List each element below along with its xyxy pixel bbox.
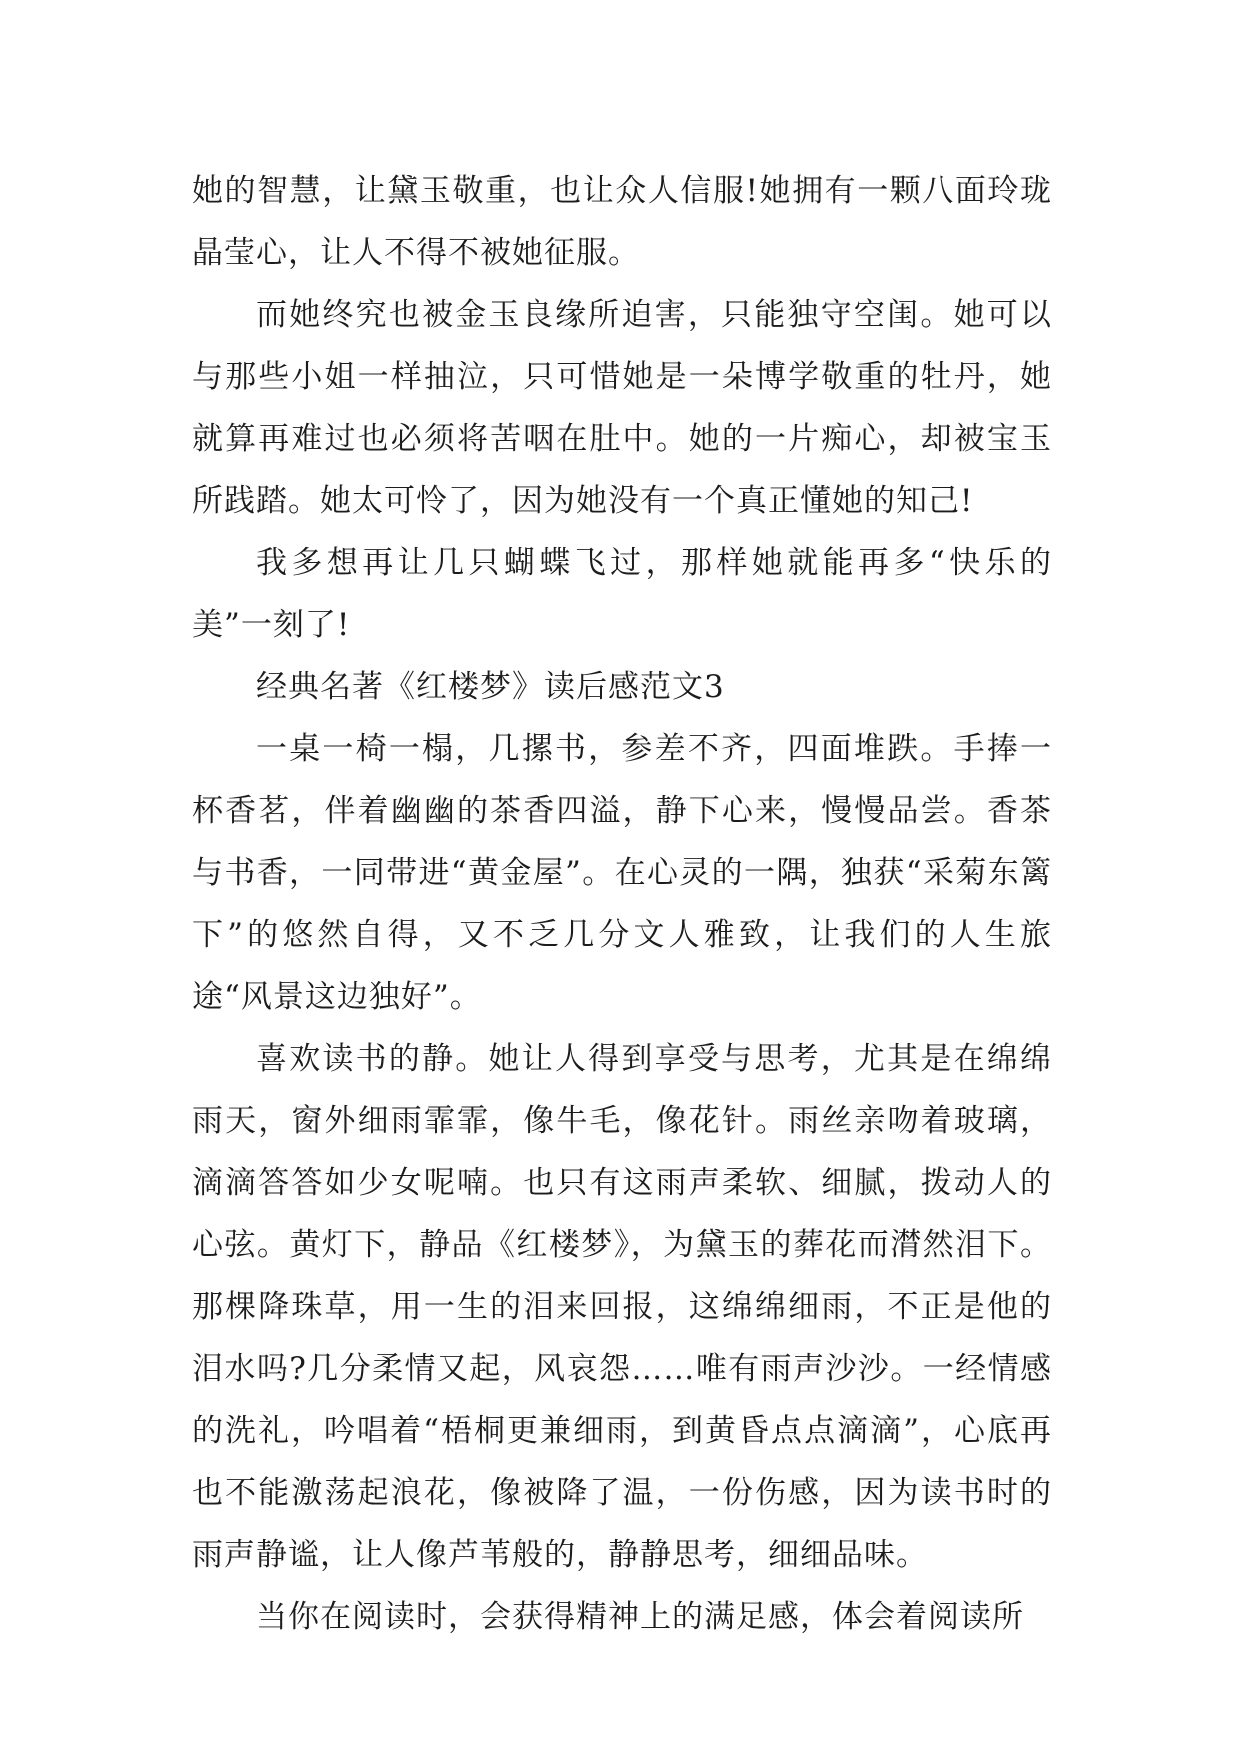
paragraph-3: 我多想再让几只蝴蝶飞过，那样她就能再多“快乐的美”一刻了! — [192, 545, 1052, 643]
paragraph-5: 喜欢读书的静。她让人得到享受与思考，尤其是在绵绵雨天，窗外细雨霏霏，像牛毛，像花针。雨丝亲吻着玻璃，滴滴答答如少女呢喃。也只有这雨声柔软、细腻，拨动人的心弦。黄灯下，静品《红楼梦》，为黛玉的葬花而潸然泪下。那棵降珠草，用一生的泪来回报，这绵绵细雨，不正是他的泪水吗?几分柔情又起，风哀怨……唯有雨声沙沙。一经情感的洗礼，吟唱着“梧桐更兼细雨，到黄昏点点滴滴”，心底再也不能激荡起浪花，像被降了温，一份伤感，因为读书时的雨声静谧，让人像芦苇般的，静静思考，细细品味。 — [192, 1041, 1052, 1573]
paragraph-6: 当你在阅读时，会获得精神上的满足感，体会着阅读所 — [256, 1599, 1024, 1635]
document-body — [192, 160, 1052, 1648]
paragraph-1: 她的智慧，让黛玉敬重，也让众人信服!她拥有一颗八面玲珑晶莹心，让人不得不被她征服。 — [192, 173, 1052, 271]
section-heading: 经典名著《红楼梦》读后感范文3 — [256, 669, 725, 705]
paragraph-4: 一桌一椅一榻，几摞书，参差不齐，四面堆跌。手捧一杯香茗，伴着幽幽的茶香四溢，静下心来，慢慢品尝。香茶与书香，一同带进“黄金屋”。在心灵的一隅，独获“采菊东篱下”的悠然自得，又不乏几分文人雅致，让我们的人生旅途“风景这边独好”。 — [192, 731, 1052, 1015]
paragraph-2: 而她终究也被金玉良缘所迫害，只能独守空闺。她可以与那些小姐一样抽泣，只可惜她是一朵博学敬重的牡丹，她就算再难过也必须将苦咽在肚中。她的一片痴心，却被宝玉所践踏。她太可怜了，因为她没有一个真正懂她的知己! — [192, 297, 1052, 519]
